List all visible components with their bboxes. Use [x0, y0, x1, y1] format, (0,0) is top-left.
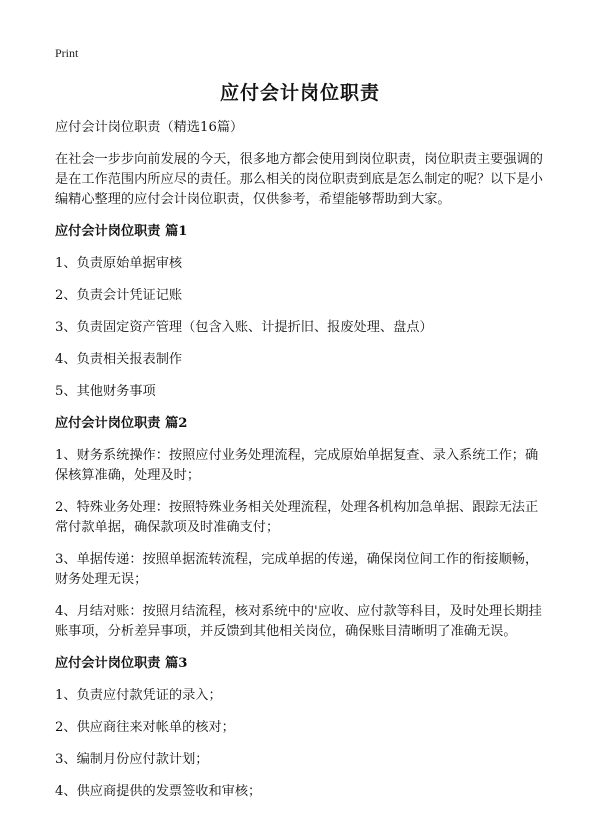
list-item: 1、财务系统操作：按照应付业务处理流程，完成原始单据复查、录入系统工作；确保核算准确，处理及时； — [55, 448, 539, 483]
list-item: 3、负责固定资产管理（包含入账、计提折旧、报废处理、盘点） — [55, 320, 433, 335]
list-item: 4、月结对账：按照月结流程，核对系统中的'应收、应付款等科目，及时处理长期挂账事项，分析差异事项，并反馈到其他相关岗位，确保账目清晰明了准确无误。 — [55, 604, 542, 639]
list-item: 4、供应商提供的发票签收和审核； — [55, 784, 262, 799]
list-item: 1、负责原始单据审核 — [55, 256, 183, 271]
list-item: 4、负责相关报表制作 — [55, 352, 183, 367]
section-heading: 应付会计岗位职责 篇2 — [55, 416, 188, 431]
list-item: 2、特殊业务处理：按照特殊业务相关处理流程，处理各机构加急单据、跟踪无法正常付款单据，确保款项及时准确支付； — [55, 500, 539, 535]
intro-paragraph: 在社会一步步向前发展的今天，很多地方都会使用到岗位职责，岗位职责主要强调的是在工作范围内所应尽的责任。那么相关的岗位职责到底是怎么制定的呢？以下是小编精心整理的应付会计岗位职责，仅供参考，希望能够帮助到大家。 — [55, 152, 543, 207]
article-subtitle: 应付会计岗位职责（精选16篇） — [55, 120, 244, 135]
article-body — [55, 118, 547, 814]
section-heading: 应付会计岗位职责 篇3 — [55, 656, 188, 671]
list-item: 3、单据传递：按照单据流转流程，完成单据的传递，确保岗位间工作的衔接顺畅，财务处理无误； — [55, 552, 539, 587]
page-title: 应付会计岗位职责 — [219, 82, 380, 104]
list-item: 3、编制月份应付款计划； — [55, 752, 209, 767]
list-item: 5、其他财务事项 — [55, 384, 156, 399]
print-link[interactable]: Print — [55, 46, 79, 60]
list-item: 1、负责应付款凭证的录入； — [55, 688, 222, 703]
section-3 — [55, 654, 547, 802]
list-item: 2、供应商往来对帐单的核对； — [55, 720, 235, 735]
section-1 — [55, 222, 547, 402]
list-item: 2、负责会计凭证记账 — [55, 288, 183, 303]
section-2 — [55, 414, 547, 642]
section-heading: 应付会计岗位职责 篇1 — [55, 224, 188, 239]
